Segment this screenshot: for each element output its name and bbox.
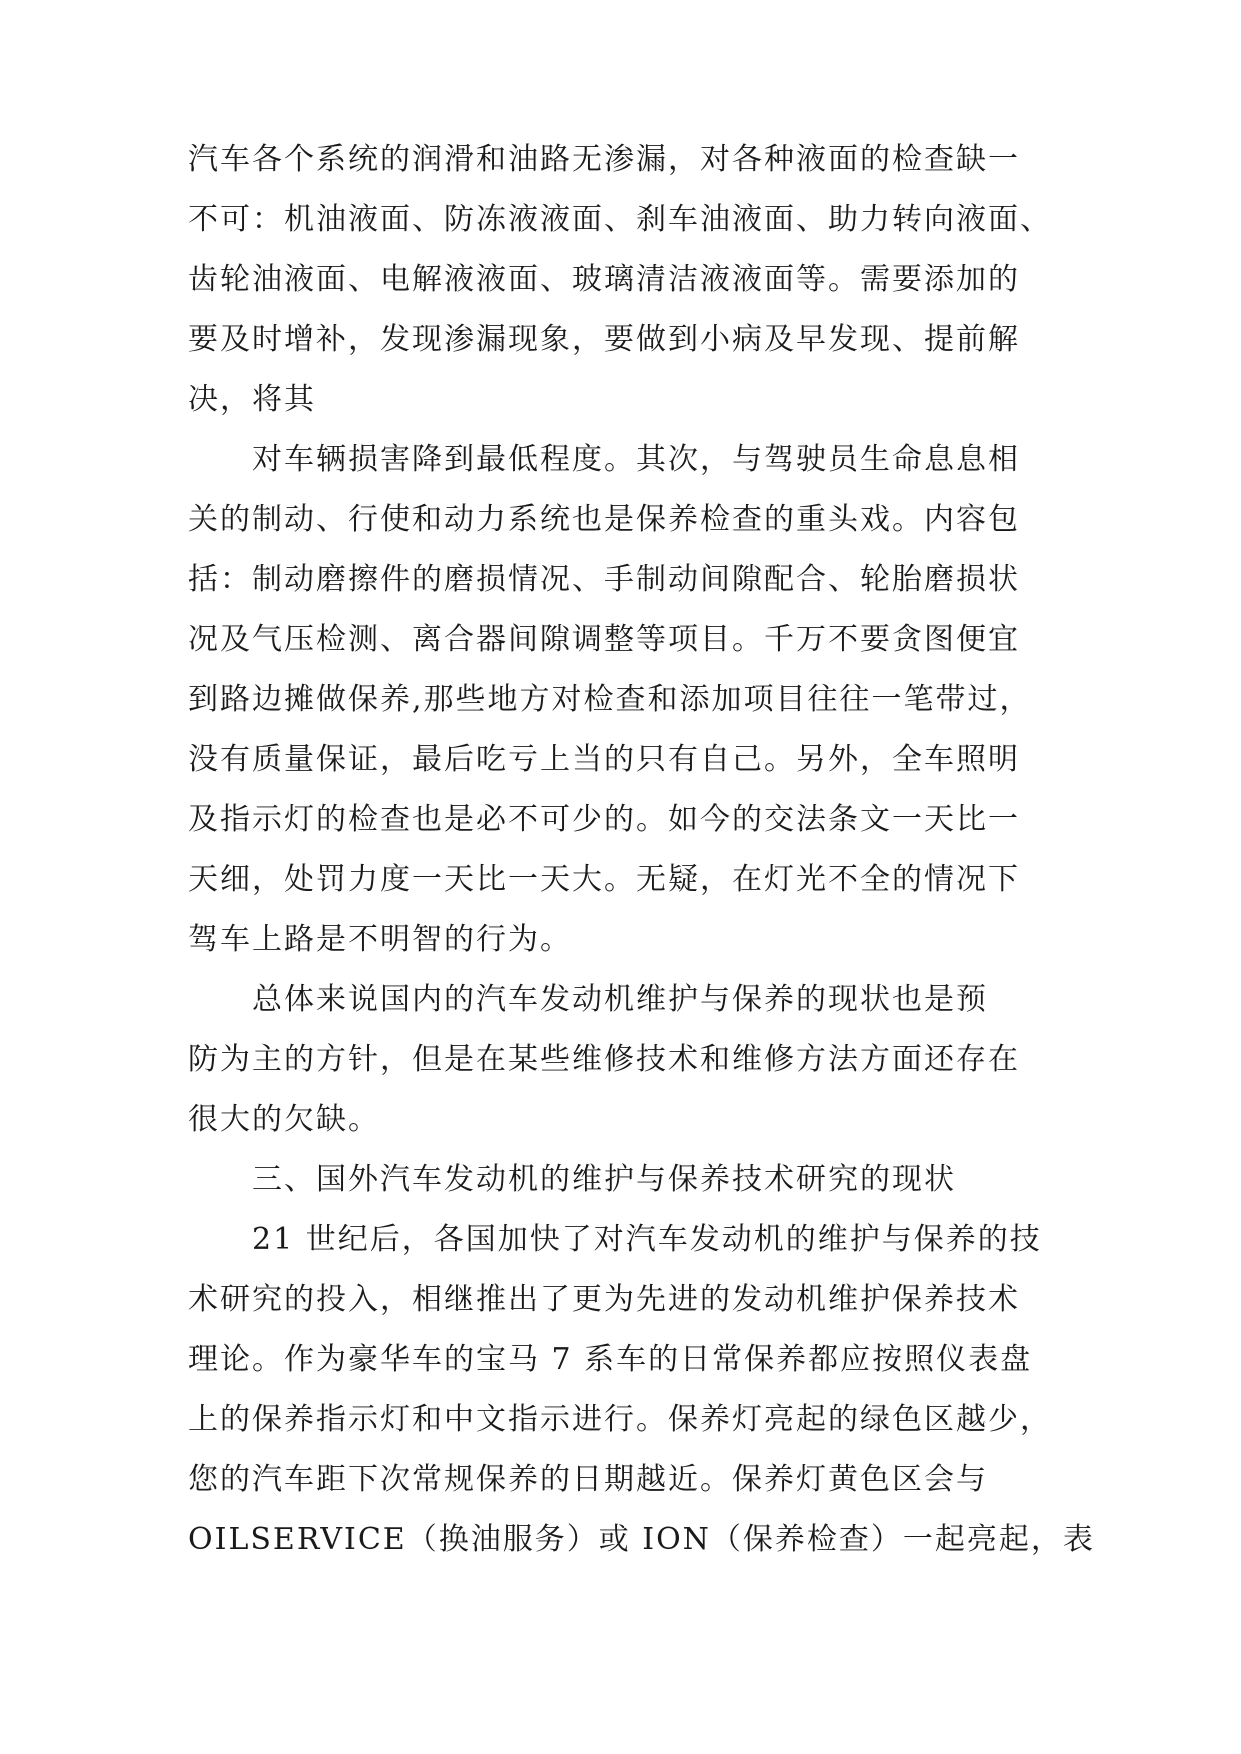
text-line: 没有质量保证，最后吃亏上当的只有自己。另外，全车照明 <box>188 742 1020 777</box>
text-line: 到路边摊做保养,那些地方对检查和添加项目往往一笔带过， <box>188 682 1032 717</box>
text-line: 天细，处罚力度一天比一天大。无疑，在灯光不全的情况下 <box>188 862 1020 897</box>
text-line: 对车辆损害降到最低程度。其次，与驾驶员生命息息相 <box>188 442 1020 477</box>
text-line: 您的汽车距下次常规保养的日期越近。保养灯黄色区会与 <box>188 1462 988 1497</box>
text-line: 决，将其 <box>188 382 316 417</box>
text-line: 关的制动、行使和动力系统也是保养检查的重头戏。内容包 <box>188 502 1020 537</box>
text-line: 及指示灯的检查也是必不可少的。如今的交法条文一天比一 <box>188 802 1020 837</box>
text-line: 不可：机油液面、防冻液液面、刹车油液面、助力转向液面、 <box>188 202 1052 237</box>
text-line: 很大的欠缺。 <box>188 1102 380 1137</box>
text-line: 要及时增补，发现渗漏现象，要做到小病及早发现、提前解 <box>188 322 1020 357</box>
text-line: 汽车各个系统的润滑和油路无渗漏，对各种液面的检查缺一 <box>188 142 1020 177</box>
text-line: 齿轮油液面、电解液液面、玻璃清洁液液面等。需要添加的 <box>188 262 1020 297</box>
text-line: 总体来说国内的汽车发动机维护与保养的现状也是预 <box>188 982 988 1017</box>
section-heading: 三、国外汽车发动机的维护与保养技术研究的现状 <box>188 1162 956 1197</box>
text-line: 防为主的方针，但是在某些维修技术和维修方法方面还存在 <box>188 1042 1020 1077</box>
text-line: OILSERVICE（换油服务）或 ION（保养检查）一起亮起，表 <box>188 1522 1095 1557</box>
text-line: 驾车上路是不明智的行为。 <box>188 922 572 957</box>
text-line: 上的保养指示灯和中文指示进行。保养灯亮起的绿色区越少， <box>188 1402 1052 1437</box>
text-line: 术研究的投入，相继推出了更为先进的发动机维护保养技术 <box>188 1282 1020 1317</box>
text-line: 括：制动磨擦件的磨损情况、手制动间隙配合、轮胎磨损状 <box>188 562 1020 597</box>
text-line: 21 世纪后，各国加快了对汽车发动机的维护与保养的技 <box>188 1222 1042 1257</box>
text-line: 理论。作为豪华车的宝马 7 系车的日常保养都应按照仪表盘 <box>188 1342 1033 1377</box>
text-line: 况及气压检测、离合器间隙调整等项目。千万不要贪图便宜 <box>188 622 1020 657</box>
